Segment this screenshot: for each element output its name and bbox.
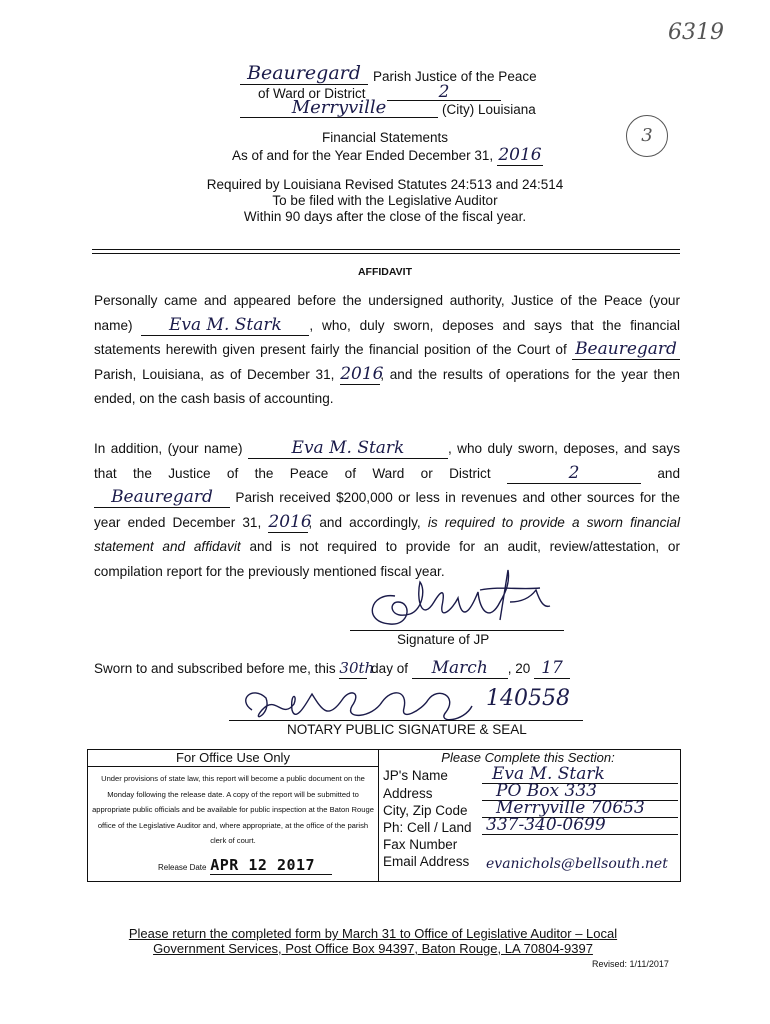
- parish-label: Parish Justice of the Peace: [373, 69, 537, 84]
- ward-label: of Ward or District: [258, 86, 366, 101]
- footer-line-2: Government Services, Post Office Box 94397, Baton Rouge, LA 70804-9397: [153, 941, 593, 956]
- notary-label: NOTARY PUBLIC SIGNATURE & SEAL: [287, 722, 527, 737]
- city-label: (City) Louisiana: [442, 102, 536, 117]
- affidavit-title: AFFIDAVIT: [357, 266, 413, 278]
- complete-section-header: Please Complete this Section:: [441, 750, 615, 765]
- parish-fill: Beauregard: [240, 62, 368, 85]
- city-fill: Merryville: [240, 97, 438, 118]
- notary-number: 140558: [486, 686, 570, 711]
- release-date: Release Date APR 12 2017: [158, 856, 332, 875]
- requirement-2: To be filed with the Legislative Auditor: [272, 193, 498, 208]
- circled-number: 3: [626, 115, 668, 157]
- office-use-header: For Office Use Only: [88, 750, 378, 767]
- jp-name-value: Eva M. Stark: [492, 764, 605, 784]
- jp-signature-label: Signature of JP: [397, 632, 490, 647]
- address-value: PO Box 333: [496, 781, 597, 801]
- fax-label: Fax Number: [383, 837, 458, 852]
- handwritten-page-number: 6319: [668, 20, 724, 45]
- office-use-column: [88, 750, 379, 881]
- sworn-line: Sworn to and subscribed before me, this 30th day of March , 20 17: [94, 660, 570, 679]
- year-line: As of and for the Year Ended December 31, 2016: [232, 145, 542, 165]
- requirement-3: Within 90 days after the close of the fiscal year.: [243, 209, 527, 224]
- release-stamp: APR 12 2017: [210, 856, 316, 874]
- email-value: evanichols@bellsouth.net: [486, 856, 668, 872]
- phone-label: Ph: Cell / Land: [383, 820, 472, 835]
- office-use-text: Under provisions of state law, this report will become a public document on the Monday following the release date. A copy of the report will be submitted to appropriate public officials and be available for public inspection at the Baton Rouge office of the Legislative Auditor and, where appropriate, at the office of the parish clerk of court.: [92, 774, 374, 845]
- affidavit-paragraph-1: Personally came and appeared before the undersigned authority, Justice of the Peace (your name) Eva M. Stark , who, duly sworn, deposes and says that the financial statements herewith given present fairly the financial position of the Court of Beauregard Parish, Louisiana, as of December 31, 2016, and the results of operations for the year then ended, on the cash basis of accounting.: [94, 293, 680, 406]
- footer-line-1: Please return the completed form by March 31 to Office of Legislative Auditor – Local: [128, 926, 618, 941]
- affidavit-paragraph-2: In addition, (your name) Eva M. Stark , who duly sworn, deposes, and says that the Justice of the Peace of Ward or District 2 and Beauregard Parish received $200,000 or less in revenues and other sources for the year ended December 31, 2016, and accordingly, is required to provide a sworn financial statement and affidavit and is not required to provide for an audit, review/attestation, or compilation report for the previously mentioned fiscal year.: [94, 438, 681, 579]
- revised-date: Revised: 1/11/2017: [592, 959, 669, 969]
- jp-name-label: JP's Name: [383, 768, 448, 783]
- jp-signature-line: [350, 630, 564, 631]
- city-zip-label: City, Zip Code: [383, 803, 468, 818]
- city-zip-value: Merryville 70653: [496, 798, 645, 818]
- jp-signature: [350, 562, 560, 632]
- ward-fill: 2: [387, 82, 501, 101]
- notary-signature-line: [229, 720, 583, 721]
- fs-title: Financial Statements: [321, 130, 449, 145]
- phone-value: 337-340-0699: [486, 815, 606, 835]
- double-divider: [92, 249, 680, 254]
- address-label: Address: [383, 786, 433, 801]
- requirement-1: Required by Louisiana Revised Statutes 24:513 and 24:514: [206, 177, 564, 192]
- email-label: Email Address: [383, 854, 470, 869]
